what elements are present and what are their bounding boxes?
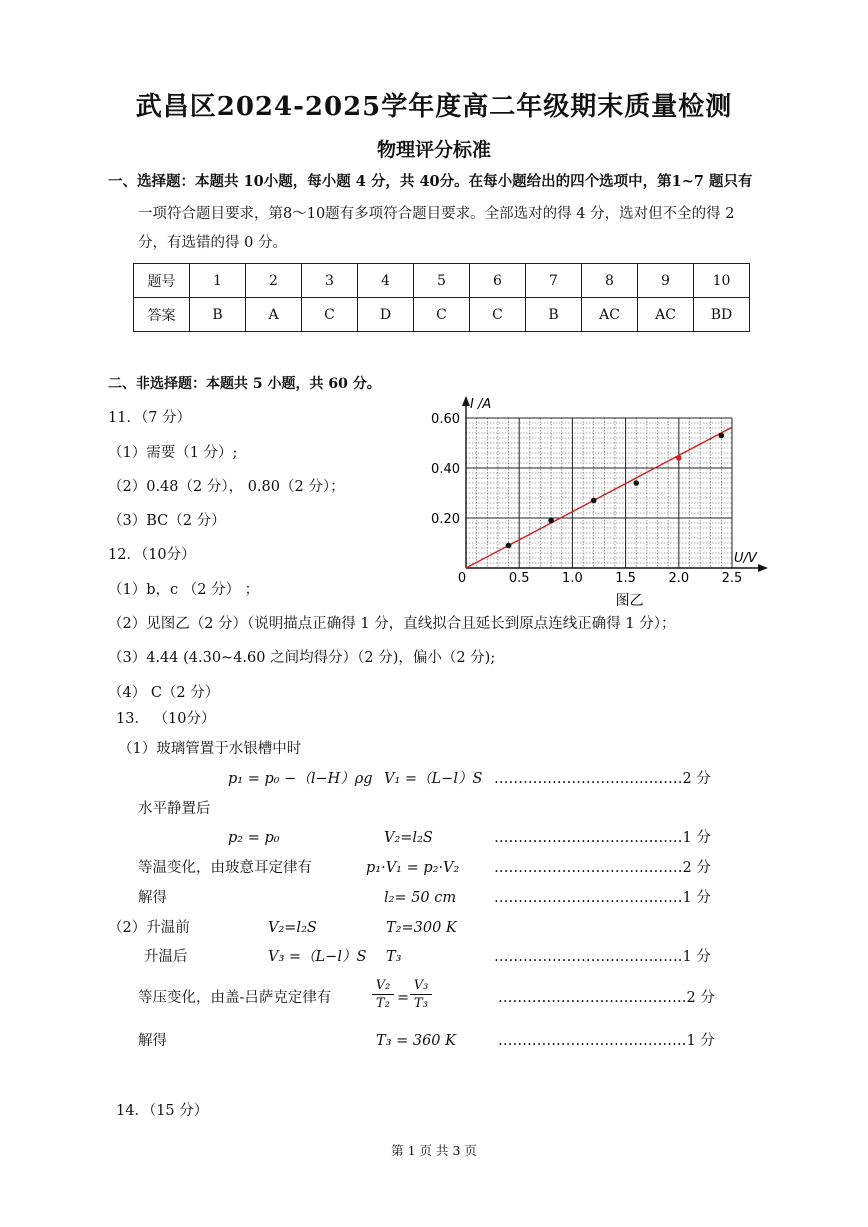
frac-left-numerator: V₂ (375, 978, 391, 993)
frac-right-numerator: V₃ (413, 978, 429, 993)
table-header-answer: 答案 (134, 298, 190, 332)
table-cell-answer: B (190, 298, 246, 332)
page-subtitle: 物理评分标准 (376, 139, 491, 161)
q13-part1-intro: （1）玻璃管置于水银槽中时 (118, 741, 302, 757)
table-cell-number: 1 (190, 264, 246, 298)
section1-line1: 一、选择题：本题共 10小题，每小题 4 分，共 40分。在每小题给出的四个选项中，第1~7 题只有 (108, 173, 753, 190)
table-cell-number: 7 (526, 264, 582, 298)
q13-eq2a: p₂ = p₀ (228, 830, 280, 846)
y-axis-arrow (462, 396, 470, 406)
q13-eq6b: T₃ (386, 949, 402, 965)
q11-line3: （3）BC（2 分） (108, 513, 226, 529)
y-tick-label: 0.40 (431, 462, 460, 477)
chart-point (548, 518, 554, 524)
q13-eq7-score: …………………………………2 分 (498, 990, 715, 1006)
table-cell-answer: AC (638, 298, 694, 332)
chart-point (506, 543, 512, 549)
q13-eq6a: V₃ =（L−l）S (268, 949, 367, 965)
q13-eq2b: V₂=l₂S (384, 830, 433, 846)
q13-head: 13． （10分） (116, 711, 216, 727)
q12-line1: （1）b，c （2 分） ； (108, 582, 260, 598)
table-cell-answer: D (358, 298, 414, 332)
table-header-number: 题号 (134, 264, 190, 298)
q14-head: 14．（15 分） (116, 1103, 209, 1119)
section1-line2: 一项符合题目要求，第8～10题有多项符合题目要求。全部选对的得 4 分，选对但不全的得 2 (138, 206, 735, 222)
q11-line1: （1）需要（1 分）; (108, 445, 238, 461)
q13-eq1-score: …………………………………2 分 (494, 771, 711, 787)
chart-point (591, 498, 597, 504)
table-cell-number: 10 (694, 264, 750, 298)
q13-fraction-equals: = (397, 990, 410, 1006)
table-cell-answer: C (414, 298, 470, 332)
chart-caption: 图乙 (615, 593, 644, 609)
q13-eq5a: V₂=l₂S (268, 920, 317, 936)
q13-eq6-score: …………………………………1 分 (494, 949, 711, 965)
q13-eq4: l₂= 50 cm (384, 890, 457, 906)
table-cell-number: 8 (582, 264, 638, 298)
section2-heading: 二、非选择题：本题共 5 小题，共 60 分。 (108, 376, 381, 392)
table-cell-number: 2 (246, 264, 302, 298)
chart-fit-line (466, 427, 732, 568)
q13-horizontal: 水平静置后 (138, 801, 211, 817)
q13-eq8: T₃ = 360 K (376, 1033, 456, 1049)
x-tick-label: 0 (457, 571, 467, 586)
table-cell-answer: BD (694, 298, 750, 332)
q13-eq1a: p₁ = p₀ −（l−H）ρg (228, 771, 373, 787)
table-cell-answer: B (526, 298, 582, 332)
x-tick-label: 2.0 (668, 571, 690, 586)
table-cell-answer: C (470, 298, 526, 332)
chart-fit-line-group (466, 427, 732, 568)
x-tick-label: 2.5 (721, 571, 743, 586)
x-tick-label: 0.5 (508, 571, 530, 586)
q13-eq3-score: …………………………………2 分 (494, 860, 711, 876)
q11-head: 11．（7 分） (108, 410, 192, 426)
section1-line3: 分，有选错的得 0 分。 (138, 235, 287, 251)
y-tick-label: 0.60 (431, 412, 460, 427)
chart-xlabel: U/V (734, 551, 757, 566)
q13-eq2-score: …………………………………1 分 (494, 830, 711, 846)
q12-line3: （3）4.44 (4.30~4.60 之间均得分）（2 分)，偏小（2 分); (108, 650, 496, 666)
q13-eq4-score: …………………………………1 分 (494, 890, 711, 906)
table-cell-number: 5 (414, 264, 470, 298)
q13-isothermal: 等温变化，由玻意耳定律有 (138, 860, 312, 876)
x-tick-label: 1.0 (562, 571, 583, 586)
answer-table (133, 263, 750, 332)
chart-point (719, 433, 725, 439)
q13-fraction-left (372, 978, 394, 1011)
q13-eq3: p₁·V₁ = p₂·V₂ (366, 860, 460, 876)
q13-eq5b: T₂=300 K (386, 920, 457, 936)
iu-graph (420, 385, 780, 615)
q11-line2: （2）0.48（2 分）， 0.80（2 分）； (108, 479, 345, 495)
q13-fraction-right (410, 978, 432, 1011)
page-title: 武昌区2024-2025学年度高二年级期末质量检测 (135, 92, 733, 122)
q13-eq8-score: …………………………………1 分 (498, 1033, 715, 1049)
q13-solve1-label: 解得 (138, 890, 167, 906)
q12-line4: （4） C（2 分） (108, 685, 220, 701)
chart-point (633, 480, 639, 486)
table-cell-answer: C (302, 298, 358, 332)
q13-isobaric: 等压变化，由盖-吕萨克定律有 (138, 990, 332, 1006)
table-cell-answer: A (246, 298, 302, 332)
q13-part2-intro: （2）升温前 (108, 920, 190, 936)
table-cell-answer: AC (582, 298, 638, 332)
table-row-numbers (134, 264, 750, 298)
chart-ylabel: I /A (470, 397, 492, 412)
table-cell-number: 3 (302, 264, 358, 298)
chart-point (676, 455, 682, 461)
table-row-answers (134, 298, 750, 332)
table-cell-number: 6 (470, 264, 526, 298)
frac-left-denominator: T₂ (376, 996, 390, 1011)
q13-after-label: 升温后 (144, 949, 188, 965)
page-footer: 第 1 页 共 3 页 (391, 1143, 477, 1158)
frac-right-denominator: T₃ (414, 996, 428, 1011)
table-cell-number: 4 (358, 264, 414, 298)
q13-solve2-label: 解得 (138, 1033, 167, 1049)
q12-line2: （2）见图乙（2 分）（说明描点正确得 1 分，直线拟合且延长到原点连线正确得 1 分）； (108, 616, 676, 632)
x-tick-label: 1.5 (615, 571, 636, 586)
q12-head: 12．（10分） (108, 547, 196, 563)
q13-eq1b: V₁ =（L−l）S (384, 771, 483, 787)
y-tick-label: 0.20 (431, 512, 460, 527)
table-cell-number: 9 (638, 264, 694, 298)
x-axis-arrow (758, 564, 768, 572)
